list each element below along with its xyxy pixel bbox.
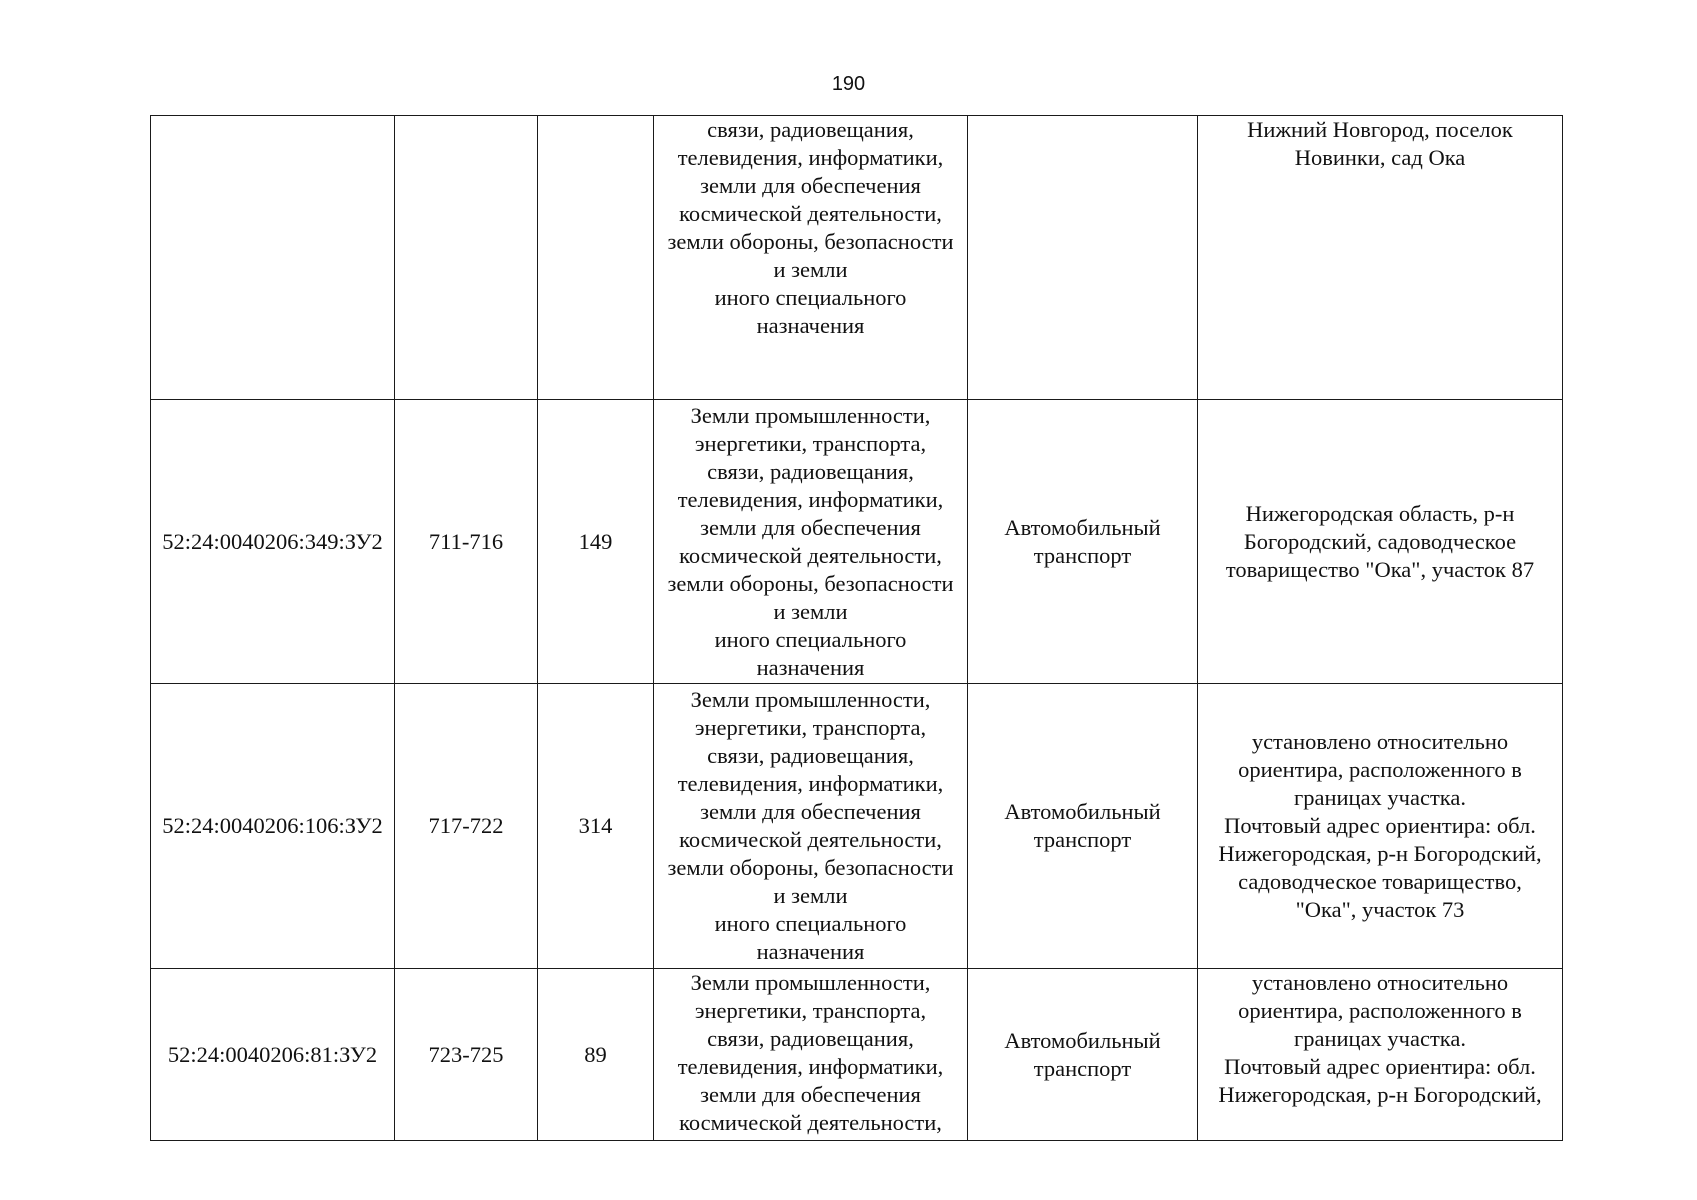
area-cell: 149 — [538, 400, 654, 684]
boundary-points-cell — [395, 116, 538, 400]
permitted-use-text: Автомобильный транспорт — [1004, 799, 1161, 852]
land-category-cell — [654, 684, 968, 969]
boundary-points-cell: 711-716 — [395, 400, 538, 684]
cadastral-number-cell — [151, 116, 395, 400]
area-cell — [538, 116, 654, 400]
permitted-use-text: Автомобильный транспорт — [1004, 1027, 1161, 1081]
cadastral-number-cell: 52:24:0040206:349:ЗУ2 — [151, 400, 395, 684]
land-category-text: Земли промышленности, энергетики, транспорта, связи, радиовещания, телевидения, информатики, земли для обеспечения космической деятельности, земли обороны, безопасности и земли иного специального назначения — [667, 402, 954, 680]
table-row — [151, 116, 1563, 400]
area-cell: 89 — [538, 969, 654, 1141]
cadastral-number-cell: 52:24:0040206:106:ЗУ2 — [151, 684, 395, 969]
permitted-use-cell — [968, 400, 1198, 684]
address-text: установлено относительно ориентира, расположенного в границах участка. Почтовый адрес ориентира: обл. Нижегородская, р-н Богородский, — [1218, 970, 1542, 1107]
land-category-text: Земли промышленности, энергетики, транспорта, связи, радиовещания, телевидения, информатики, земли для обеспечения космической деятельности, — [677, 970, 944, 1135]
land-category-cell — [654, 116, 968, 400]
permitted-use-text: Автомобильный транспорт — [1004, 514, 1161, 568]
table-row — [151, 684, 1563, 969]
page-number: 190 — [831, 73, 866, 95]
boundary-points-cell: 717-722 — [395, 684, 538, 969]
permitted-use-cell — [968, 684, 1198, 969]
boundary-points-cell: 723-725 — [395, 969, 538, 1141]
address-cell — [1198, 116, 1563, 400]
address-cell — [1198, 969, 1563, 1141]
permitted-use-cell — [968, 969, 1198, 1141]
land-category-cell — [654, 400, 968, 684]
area-cell: 314 — [538, 684, 654, 969]
address-text: Нижний Новгород, поселок Новинки, сад Ока — [1247, 117, 1513, 170]
table-row — [151, 400, 1563, 684]
table-row — [151, 969, 1563, 1141]
cadastral-number-cell: 52:24:0040206:81:ЗУ2 — [151, 969, 395, 1141]
address-cell — [1198, 400, 1563, 684]
land-category-cell — [654, 969, 968, 1141]
permitted-use-cell — [968, 116, 1198, 400]
land-category-text: Земли промышленности, энергетики, транспорта, связи, радиовещания, телевидения, информатики, земли для обеспечения космической деятельности, земли обороны, безопасности и земли иного специального назначения — [667, 687, 954, 964]
land-plots-table — [150, 115, 1563, 1141]
address-text: установлено относительно ориентира, расположенного в границах участка. Почтовый адрес ориентира: обл. Нижегородская, р-н Богородский, садоводческое товарищество, "Ока", участок 73 — [1218, 729, 1542, 922]
address-text: Нижегородская область, р-н Богородский, садоводческое товарищество "Ока", участок 87 — [1225, 500, 1535, 582]
land-category-text: связи, радиовещания, телевидения, информатики, земли для обеспечения космической деятельности, земли обороны, безопасности и земли иного специального назначения — [667, 117, 954, 338]
address-cell — [1198, 684, 1563, 969]
